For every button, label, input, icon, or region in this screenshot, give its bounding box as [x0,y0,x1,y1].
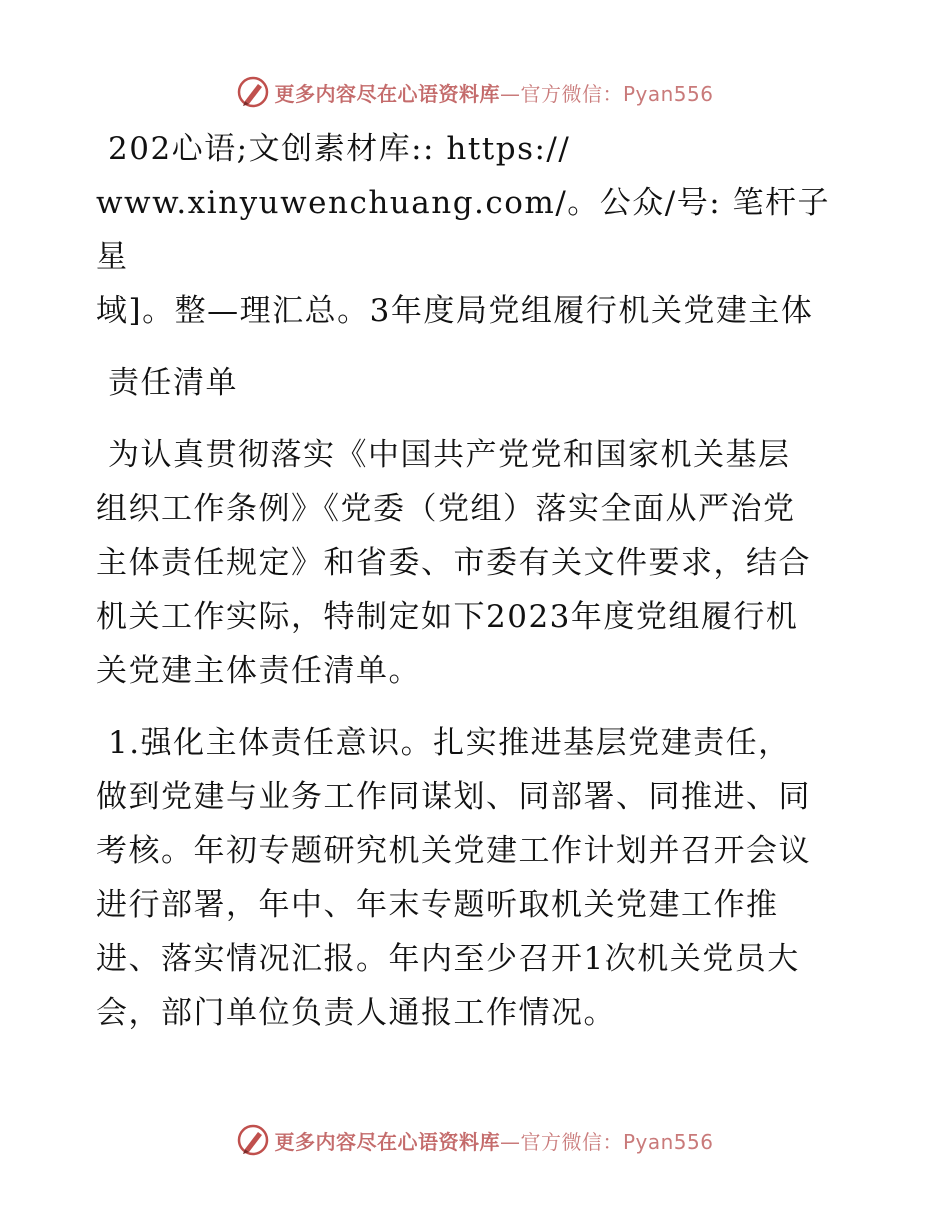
pen-logo-icon [236,1123,270,1157]
pen-logo-icon [236,75,270,109]
document-body [96,122,856,1040]
header-banner [0,72,950,112]
intro-paragraph: 202心语;文创素材库:: https:// www.xinyuwenchuang.com/。公众/号: 笔杆子星 域]。整—理汇总。3年度局党组履行机关党建主体 [96,131,831,329]
footer-banner-text [274,1126,713,1155]
footer-banner-brand: 更多内容尽在心语资料库 [274,1129,500,1154]
header-banner-contact: —官方微信：Pyan556 [499,81,714,106]
document-title: 责任清单 [108,365,238,401]
footer-banner [0,1120,950,1160]
header-banner-brand: 更多内容尽在心语资料库 [274,81,500,106]
paragraph-1: 为认真贯彻落实《中国共产党党和国家机关基层 组织工作条例》《党委（党组）落实全面从严治党 主体责任规定》和省委、市委有关文件要求，结合 机关工作实际，特制定如下2023年度党组履行机 关党建主体责任清单。 [96,437,811,689]
paragraph-2: 1.强化主体责任意识。扎实推进基层党建责任， 做到党建与业务工作同谋划、同部署、同推进、同 考核。年初专题研究机关党建工作计划并召开会议 进行部署，年中、年末专题听取机关党建工作推 进、落实情况汇报。年内至少召开1次机关党员大 会，部门单位负责人通报工作情况。 [96,725,811,1031]
header-banner-text [274,78,713,107]
footer-banner-contact: —官方微信：Pyan556 [499,1129,714,1154]
